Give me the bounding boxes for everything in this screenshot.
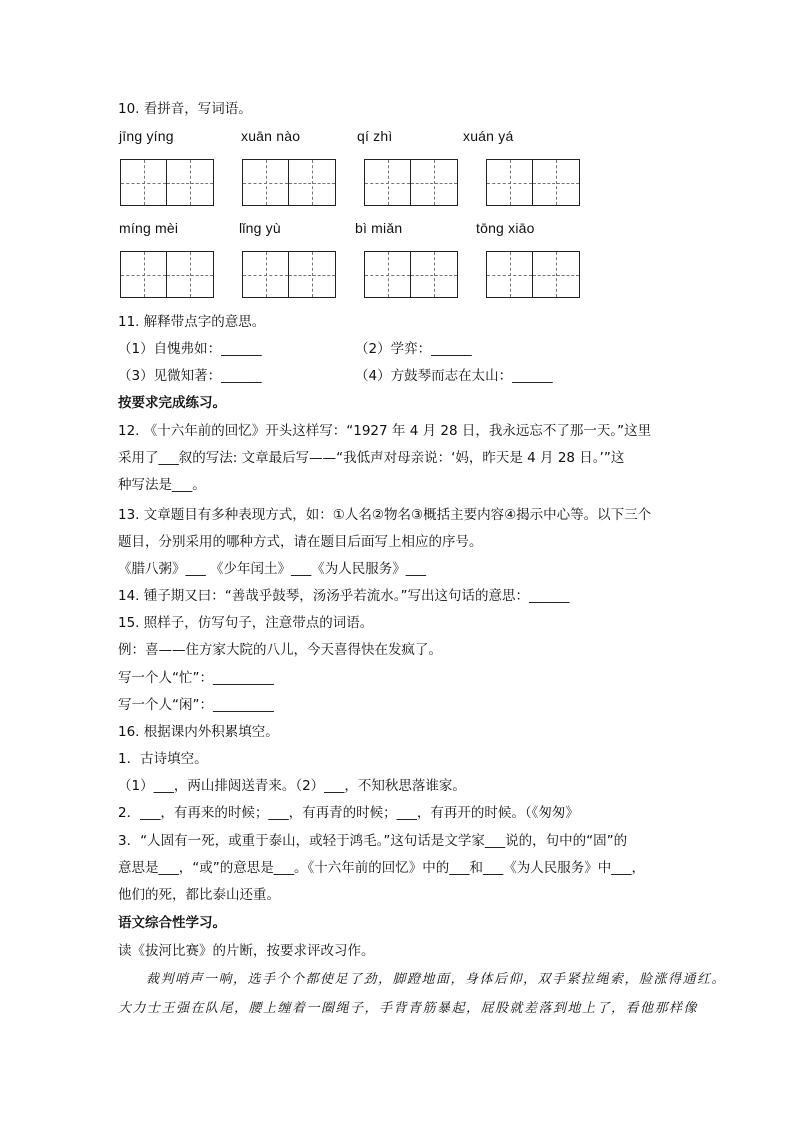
q16-sub1a: （1）___，两山排闼送青来。（2）___，不知秋思落谁家。 xyxy=(118,778,466,794)
q12-line-1: 12. 《十六年前的回忆》开头这样写：“1927 年 4 月 28 日，我永远忘不了那一天。”这里 xyxy=(118,423,652,439)
grid-cell[interactable] xyxy=(533,252,579,297)
pinyin-mingmei: míng mèi xyxy=(119,220,179,236)
q10-title: 10. 看拼音，写词语。 xyxy=(118,101,252,117)
reading-title: 读《拔河比赛》的片断，按要求评改习作。 xyxy=(118,943,375,959)
q12-line-3: 种写法是___。 xyxy=(118,477,206,493)
pinyin-tongxiao: tōng xiāo xyxy=(476,220,535,236)
q15-idle: 写一个人“闲”：_________ xyxy=(118,697,274,713)
q11-item-2: （2）学弈：______ xyxy=(355,341,472,357)
answer-grid-4[interactable] xyxy=(486,159,580,206)
q11-item-1: （1）自愧弗如：______ xyxy=(118,341,262,357)
q14-text: 14. 锺子期又曰：“善哉乎鼓琴，汤汤乎若流水。”写出这句话的意思：______ xyxy=(118,588,570,604)
grid-cell[interactable] xyxy=(243,160,289,205)
answer-grid-5[interactable] xyxy=(120,251,214,298)
section-heading-practice: 按要求完成练习。 xyxy=(118,395,226,411)
pinyin-qizhi: qí zhì xyxy=(357,128,393,144)
answer-grid-8[interactable] xyxy=(486,251,580,298)
pinyin-xuanya: xuán yá xyxy=(463,128,514,144)
q11-title: 11. 解释带点字的意思。 xyxy=(118,314,266,330)
q16-sub2: 2．___，有再来的时候；___，有再青的时候；___，有再开的时候。（《匆匆》 xyxy=(118,805,579,821)
grid-cell[interactable] xyxy=(533,160,579,205)
answer-grid-2[interactable] xyxy=(242,159,336,206)
grid-cell[interactable] xyxy=(487,252,533,297)
q13-line-2: 题目，分别采用的哪种方式，请在题目后面写上相应的序号。 xyxy=(118,534,483,550)
q16-sub3-line-2: 意思是___，“或”的意思是___。《十六年前的回忆》中的___和___《为人民服务》中___， xyxy=(118,860,645,876)
answer-grid-6[interactable] xyxy=(242,251,336,298)
q15-example: 例：喜——住方家大院的八儿，今天喜得快在发疯了。 xyxy=(118,642,442,658)
answer-grid-3[interactable] xyxy=(364,159,458,206)
pinyin-xuannao: xuān nào xyxy=(241,128,301,144)
grid-cell[interactable] xyxy=(121,160,167,205)
q13-line-3: 《腊八粥》___ 《少年闰土》___《为人民服务》___ xyxy=(118,561,427,577)
grid-cell[interactable] xyxy=(289,252,335,297)
pinyin-jingying: jīng yíng xyxy=(119,128,174,144)
pinyin-lingyu: lǐng yù xyxy=(239,220,281,236)
answer-grid-7[interactable] xyxy=(364,251,458,298)
q15-busy: 写一个人“忙”：_________ xyxy=(118,670,274,686)
q16-title: 16. 根据课内外积累填空。 xyxy=(118,724,279,740)
q16-sub1: 1．古诗填空。 xyxy=(118,751,208,767)
q15-title: 15. 照样子，仿写句子，注意带点的词语。 xyxy=(118,615,374,631)
reading-passage-line-2: 大力士王强在队尾，腰上缠着一圈绳子，手背青筋暴起，屁股就差落到地上了，看他那样像 xyxy=(118,1001,699,1016)
grid-cell[interactable] xyxy=(487,160,533,205)
q16-sub3-line-1: 3．“人固有一死，或重于泰山，或轻于鸿毛。”这句话是文学家___说的，句中的“固”的 xyxy=(118,833,628,849)
answer-grid-1[interactable] xyxy=(120,159,214,206)
pinyin-bimian: bì miǎn xyxy=(355,220,403,236)
q16-sub3-line-3: 他们的死，都比泰山还重。 xyxy=(118,887,280,903)
reading-passage-line-1: 裁判哨声一响，选手个个都使足了劲，脚蹬地面，身体后仰，双手紧拉绳索，脸涨得通红。 xyxy=(146,972,727,987)
q11-item-3: （3）见微知著：______ xyxy=(118,368,262,384)
grid-cell[interactable] xyxy=(411,160,457,205)
grid-cell[interactable] xyxy=(411,252,457,297)
section-heading-comprehensive: 语文综合性学习。 xyxy=(118,915,226,931)
grid-cell[interactable] xyxy=(289,160,335,205)
grid-cell[interactable] xyxy=(167,160,213,205)
grid-cell[interactable] xyxy=(167,252,213,297)
q12-line-2: 采用了___叙的写法: 文章最后写——“我低声对母亲说：‘妈，昨天是 4 月 28 日。’”这 xyxy=(118,450,625,466)
grid-cell[interactable] xyxy=(365,160,411,205)
grid-cell[interactable] xyxy=(365,252,411,297)
q13-line-1: 13. 文章题目有多种表现方式，如：①人名②物名③概括主要内容④揭示中心等。以下三个 xyxy=(118,507,652,523)
grid-cell[interactable] xyxy=(121,252,167,297)
q11-item-4: （4）方鼓琴而志在太山：______ xyxy=(355,368,553,384)
grid-cell[interactable] xyxy=(243,252,289,297)
